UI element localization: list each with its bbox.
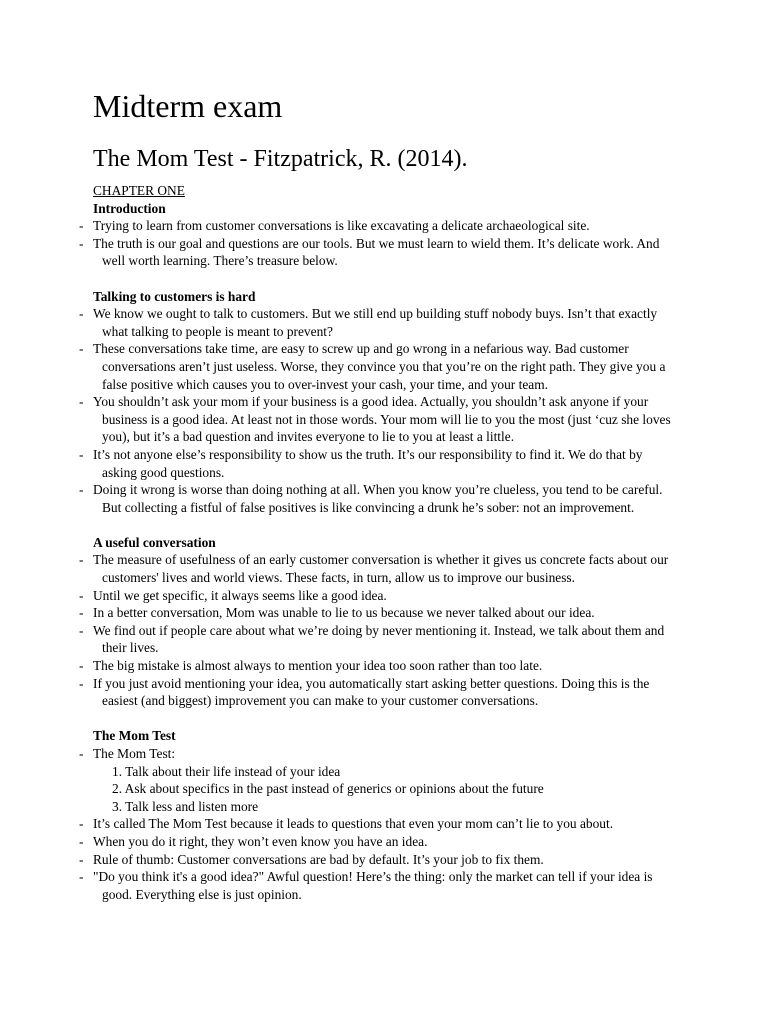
bullet-dash: -	[79, 622, 84, 638]
bullet-dash: -	[79, 816, 84, 832]
list-item: - Until we get specific, it always seems like a good idea.	[79, 587, 387, 603]
list-item: - Rule of thumb: Customer conversations are bad by default. It’s your job to fix them.	[79, 851, 544, 867]
bullet-dash: -	[79, 218, 84, 234]
bullet-dash: -	[79, 235, 84, 251]
list-item: - If you just avoid mentioning your idea, you automatically start asking better questions. Doing this is the easiest (and biggest) improvement you can make to your customer conversations.	[79, 675, 650, 709]
rule-item: 1. Talk about their life instead of your idea	[112, 763, 341, 779]
list-item: - You shouldn’t ask your mom if your business is a good idea. Actually, you shouldn’t ask anyone if your business is a good idea. At least not in those words. Your mom will lie to you the most (just ‘cuz she loves you), but it’s a bad question and invites everyone to lie to you at least a little.	[79, 394, 671, 445]
list-item: - It’s not anyone else’s responsibility to show us the truth. It’s our responsibility to find it. We do that by asking good questions.	[79, 446, 643, 480]
list-item: - In a better conversation, Mom was unable to lie to us because we never talked about our idea.	[79, 605, 595, 621]
book-citation: The Mom Test - Fitzpatrick, R. (2014).	[93, 146, 468, 172]
list-item: - The Mom Test: 1. Talk about their life instead of your idea 2. Ask about specifics in the past instead of generics or opinions about the future 3. Talk less and listen more	[93, 745, 678, 815]
list-item: - The truth is our goal and questions are our tools. But we must learn to wield them. It’s delicate work. And well worth learning. There’s treasure below.	[79, 235, 660, 269]
bullet-dash: -	[79, 446, 84, 462]
list-item: - The measure of usefulness of an early customer conversation is whether it gives us concrete facts about our customers' lives and world views. These facts, in turn, allow us to improve our business.	[79, 552, 669, 586]
section-heading-mom-test: The Mom Test	[93, 728, 176, 744]
rule-item: 3. Talk less and listen more	[112, 798, 259, 814]
section-heading-useful-conversation: A useful conversation	[93, 534, 216, 550]
bullet-dash: -	[79, 675, 84, 691]
list-item: - Doing it wrong is worse than doing nothing at all. When you know you’re clueless, you tend to be careful. But collecting a fistful of false positives is like convincing a drunk he’s sober: not an improvement.	[79, 482, 663, 515]
bullet-list	[79, 551, 678, 709]
list-item: - We know we ought to talk to customers. But we still end up building stuff nobody buys. Isn’t that exactly what talking to people is meant to prevent?	[79, 306, 658, 339]
bullet-dash: -	[79, 833, 84, 849]
bullet-dash: -	[79, 341, 84, 357]
bullet-dash: -	[79, 851, 84, 867]
page-title: Midterm exam	[93, 88, 283, 124]
bullet-list	[79, 305, 678, 516]
bullet-dash: -	[79, 394, 84, 410]
section-heading-introduction: Introduction	[93, 200, 166, 216]
rule-item: 2. Ask about specifics in the past instead of generics or opinions about the future	[112, 781, 544, 797]
bullet-dash: -	[79, 587, 84, 603]
document-body	[79, 86, 678, 903]
list-item: - The big mistake is almost always to mention your idea too soon rather than too late.	[79, 658, 543, 674]
chapter-label: CHAPTER ONE	[93, 183, 185, 198]
list-item: - Trying to learn from customer conversations is like excavating a delicate archaeological site.	[79, 218, 590, 234]
bullet-dash: -	[79, 306, 84, 322]
bullet-dash: -	[79, 658, 84, 674]
list-item: - We find out if people care about what we’re doing by never mentioning it. Instead, we talk about them and their lives.	[79, 622, 665, 656]
mom-test-rules	[102, 763, 678, 816]
list-item: - These conversations take time, are easy to screw up and go wrong in a nefarious way. Bad customer conversations aren’t just useless. Worse, they convince you that you’re on the right path. They give you a false positive which causes you to over-invest your cash, your time, and your team.	[79, 341, 666, 392]
list-item: - It’s called The Mom Test because it leads to questions that even your mom can’t lie to you about.	[79, 816, 614, 832]
bullet-dash: -	[79, 869, 84, 885]
list-item: - "Do you think it's a good idea?" Awful question! Here’s the thing: only the market can tell if your idea is good. Everything else is just opinion.	[79, 869, 653, 902]
bullet-list	[79, 217, 678, 270]
bullet-dash: -	[79, 605, 84, 621]
bullet-list	[79, 745, 678, 903]
bullet-dash: -	[79, 552, 84, 568]
section-heading-talking-to-customers: Talking to customers is hard	[93, 288, 256, 304]
list-item: - When you do it right, they won’t even know you have an idea.	[79, 833, 428, 849]
bullet-dash: -	[79, 482, 84, 498]
bullet-dash: -	[79, 746, 84, 761]
